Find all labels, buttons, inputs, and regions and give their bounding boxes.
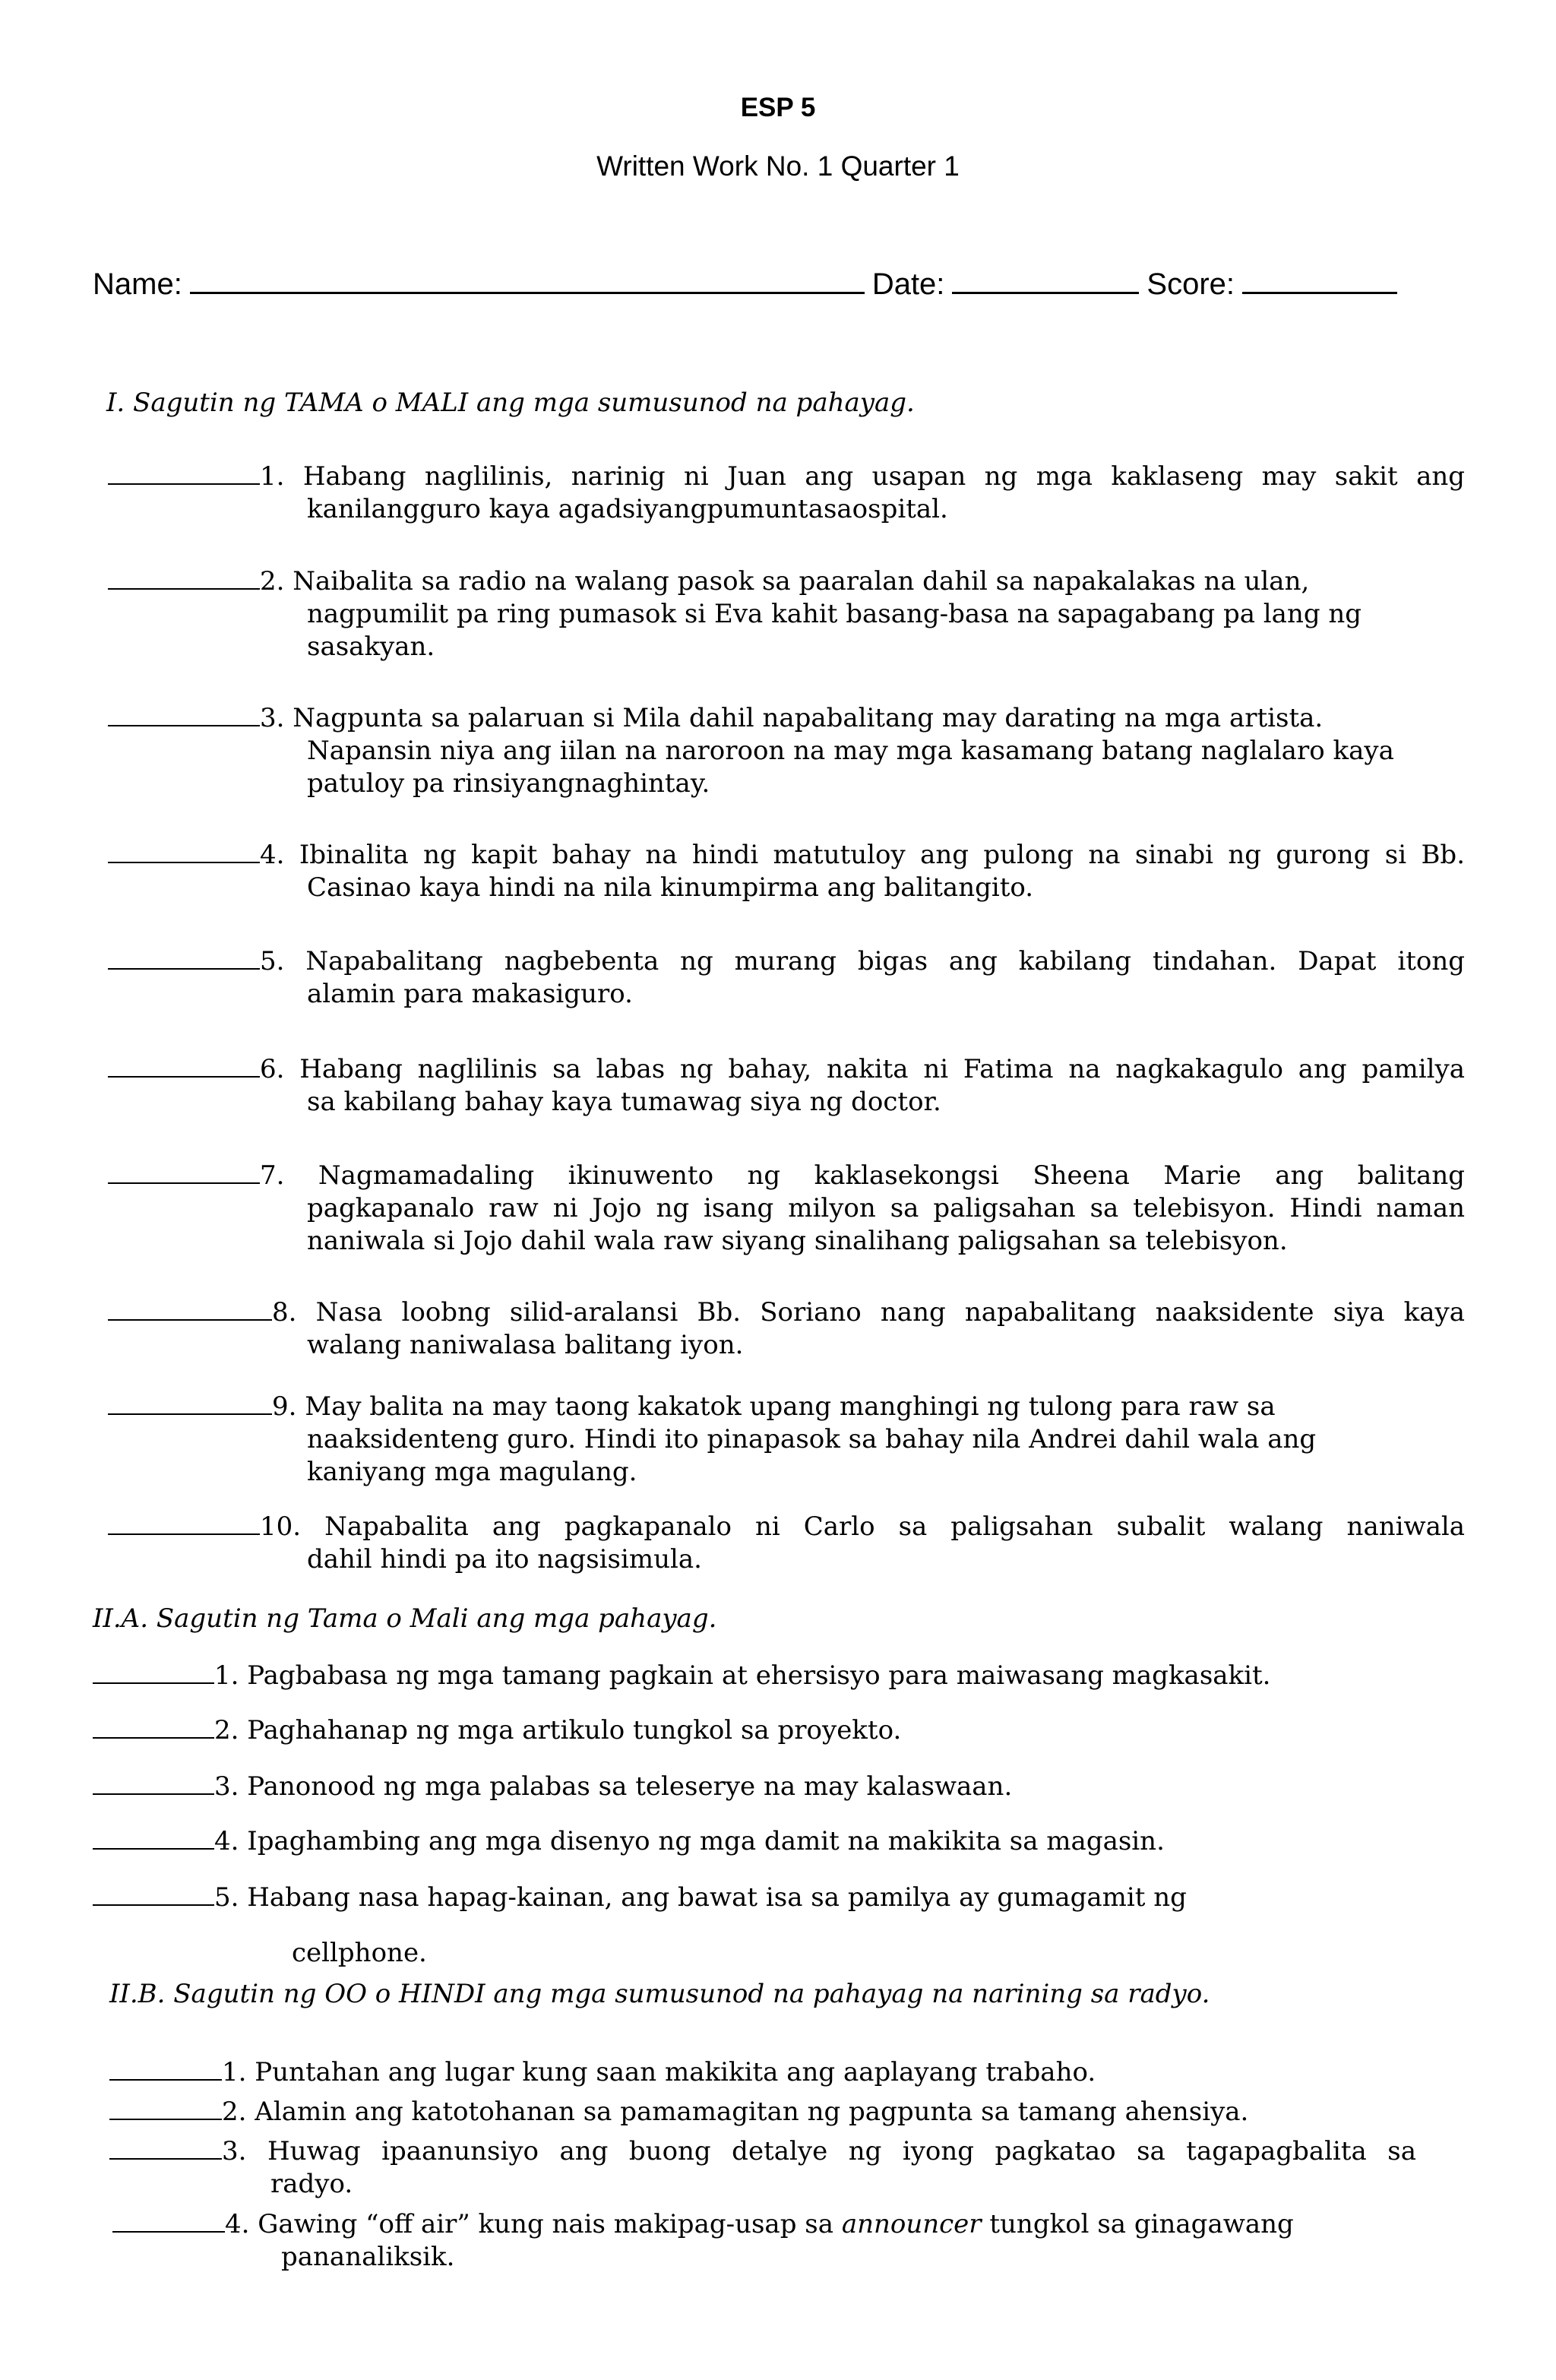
part1-item: 2. Naibalita sa radio na walang pasok sa paaralan dahil sa napakalakas na ulan, nagpumilit pa ring pumasok si Eva kahit basang-basa na sapagabang pa lang ng sasakyan. bbox=[108, 565, 1465, 663]
name-field[interactable] bbox=[190, 266, 865, 294]
page-title: ESP 5 bbox=[740, 93, 816, 122]
answer-blank[interactable] bbox=[108, 945, 260, 970]
part1-item: 8. Nasa loobng silid-aralansi Bb. Soriano nang napabalitang naaksidente siya kaya walang naniwalasa balitang iyon. bbox=[108, 1296, 1465, 1362]
answer-blank[interactable] bbox=[109, 2096, 222, 2120]
answer-blank[interactable] bbox=[109, 2056, 222, 2081]
student-info-line bbox=[93, 266, 1422, 302]
score-label: Score: bbox=[1146, 267, 1235, 301]
part2b-item: 2. Alamin ang katotohanan sa pamamagitan ng pagpunta sa tamang ahensiya. bbox=[109, 2096, 1416, 2128]
part2a-item: 5. Habang nasa hapag-kainan, ang bawat isa sa pamilya ay gumagamit ng cellphone. bbox=[93, 1882, 1445, 1970]
part1-item: 5. Napabalitang nagbebenta ng murang bigas ang kabilang tindahan. Dapat itong alamin para makasiguro. bbox=[108, 945, 1465, 1011]
answer-blank[interactable] bbox=[109, 2135, 222, 2160]
part1-instruction: I. Sagutin ng TAMA o MALI ang mga sumusunod na pahayag. bbox=[106, 388, 915, 418]
part1-item: 6. Habang naglilinis sa labas ng bahay, nakita ni Fatima na nagkakagulo ang pamilya sa kabilang bahay kaya tumawag siya ng doctor. bbox=[108, 1053, 1465, 1119]
answer-blank[interactable] bbox=[93, 1882, 214, 1906]
part1-item: 10. Napabalita ang pagkapanalo ni Carlo sa paligsahan subalit walang naniwala dahil hindi pa ito nagsisimula. bbox=[108, 1511, 1465, 1576]
answer-blank[interactable] bbox=[108, 1511, 260, 1535]
answer-blank[interactable] bbox=[108, 1160, 260, 1184]
part2b-instruction: II.B. Sagutin ng OO o HINDI ang mga sumusunod na pahayag na narining sa radyo. bbox=[109, 1979, 1210, 2009]
answer-blank[interactable] bbox=[108, 839, 260, 863]
part1-item: 4. Ibinalita ng kapit bahay na hindi matutuloy ang pulong na sinabi ng gurong si Bb. Casinao kaya hindi na nila kinumpirma ang balitangito. bbox=[108, 839, 1465, 904]
answer-blank[interactable] bbox=[93, 1714, 214, 1739]
part2a-instruction: II.A. Sagutin ng Tama o Mali ang mga pahayag. bbox=[93, 1603, 717, 1634]
answer-blank[interactable] bbox=[93, 1660, 214, 1684]
answer-blank[interactable] bbox=[93, 1825, 214, 1850]
part1-item: 1. Habang naglilinis, narinig ni Juan ang usapan ng mga kaklaseng may sakit ang kanilangguro kaya agadsiyangpumuntasaospital. bbox=[108, 460, 1465, 526]
date-field[interactable] bbox=[952, 266, 1139, 294]
answer-blank[interactable] bbox=[108, 1391, 272, 1415]
part2a-item: 4. Ipaghambing ang mga disenyo ng mga damit na makikita sa magasin. bbox=[93, 1825, 1445, 1858]
date-label: Date: bbox=[871, 267, 945, 301]
part2a-item: 1. Pagbabasa ng mga tamang pagkain at ehersisyo para maiwasang magkasakit. bbox=[93, 1660, 1445, 1692]
answer-blank[interactable] bbox=[108, 702, 260, 726]
answer-blank[interactable] bbox=[112, 2208, 225, 2233]
part2b-item: 3. Huwag ipaanunsiyo ang buong detalye ng iyong pagkatao sa tagapagbalita sa radyo. bbox=[109, 2135, 1416, 2201]
answer-blank[interactable] bbox=[108, 460, 260, 485]
answer-blank[interactable] bbox=[93, 1771, 214, 1795]
part1-item: 9. May balita na may taong kakatok upang manghingi ng tulong para raw sa naaksidenteng guro. Hindi ito pinapasok sa bahay nila Andrei dahil wala ang kaniyang mga magulang. bbox=[108, 1391, 1465, 1489]
answer-blank[interactable] bbox=[108, 1053, 260, 1078]
part2b-item: 1. Puntahan ang lugar kung saan makikita ang aaplayang trabaho. bbox=[109, 2056, 1416, 2089]
part2a-item: 3. Panonood ng mga palabas sa teleserye na may kalaswaan. bbox=[93, 1771, 1445, 1803]
page-subtitle: Written Work No. 1 Quarter 1 bbox=[596, 150, 960, 182]
answer-blank[interactable] bbox=[108, 1296, 272, 1321]
part2b-item: 4. Gawing “off air” kung nais makipag-usap sa announcer tungkol sa ginagawang pananaliksik. bbox=[112, 2208, 1419, 2274]
name-label: Name: bbox=[93, 267, 182, 301]
score-field[interactable] bbox=[1242, 266, 1397, 294]
part1-item: 7. Nagmamadaling ikinuwento ng kaklasekongsi Sheena Marie ang balitang pagkapanalo raw ni Jojo ng isang milyon sa paligsahan sa telebisyon. Hindi naman naniwala si Jojo dahil wala raw siyang sinalihang paligsahan sa telebisyon. bbox=[108, 1160, 1465, 1258]
part2a-item: 2. Paghahanap ng mga artikulo tungkol sa proyekto. bbox=[93, 1714, 1445, 1747]
part1-item: 3. Nagpunta sa palaruan si Mila dahil napabalitang may darating na mga artista. Napansin niya ang iilan na naroroon na may mga kasamang batang naglalaro kaya patuloy pa rinsiyangnaghintay. bbox=[108, 702, 1465, 800]
answer-blank[interactable] bbox=[108, 565, 260, 590]
